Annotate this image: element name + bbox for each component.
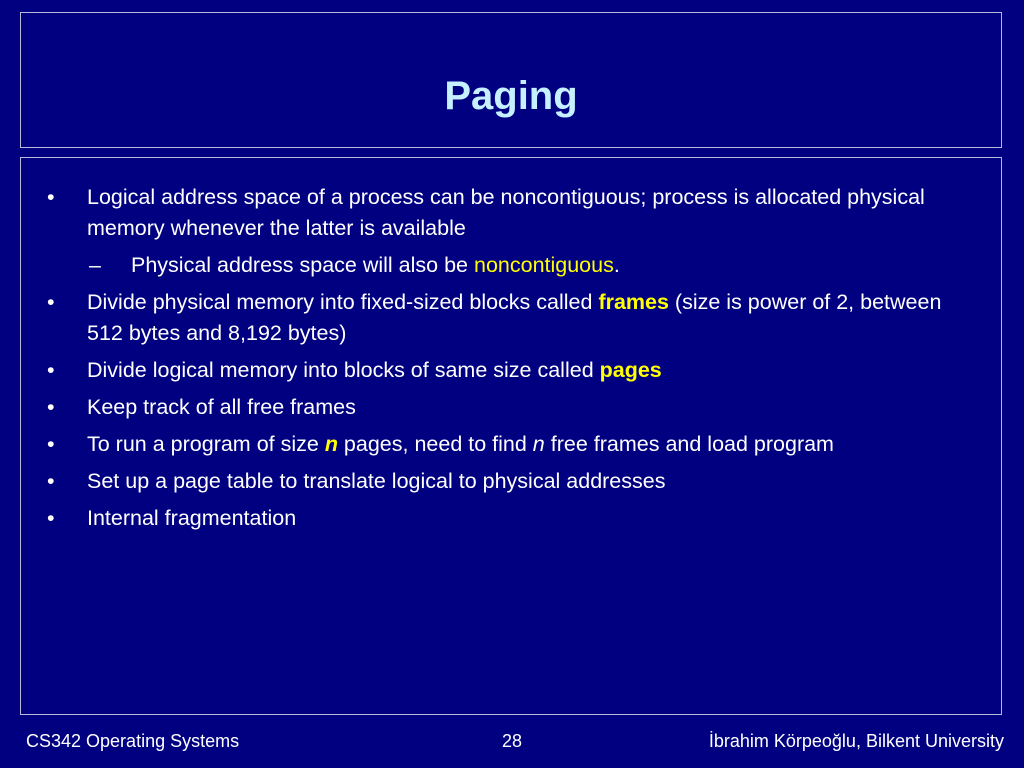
title-box	[20, 12, 1002, 148]
bullet-item-6	[47, 466, 947, 497]
bullet-text: Logical address space of a process can be noncontiguous; process is allocated physical memory whenever the latter is available	[87, 185, 925, 240]
bullet-text: Set up a page table to translate logical to physical addresses	[87, 469, 666, 493]
sub-bullet-text-end: .	[613, 253, 620, 277]
sub-bullet-item-1	[47, 250, 947, 281]
footer-course: CS342 Operating Systems	[26, 731, 240, 751]
bullet-item-2	[47, 287, 947, 349]
slide-title: Paging	[444, 74, 578, 118]
bullet-text-mid: pages, need to find	[337, 432, 533, 456]
bullet-item-3	[47, 355, 947, 386]
highlight-pages: pages	[599, 358, 662, 382]
bullet-text: Internal fragmentation	[87, 506, 297, 530]
footer-author: İbrahim Körpeoğlu, Bilkent University	[708, 731, 1004, 751]
highlight-n: n	[324, 432, 338, 456]
bullet-text: Keep track of all free frames	[87, 395, 356, 419]
bullet-item-7	[47, 503, 947, 534]
highlight-noncontiguous: noncontiguous	[473, 253, 614, 277]
bullet-item-4	[47, 392, 947, 423]
bullet-text: To run a program of size	[87, 432, 325, 456]
bullet-list	[47, 182, 947, 540]
bullet-item-5	[47, 429, 947, 460]
bullet-text-end: (size is power of 2, between 512 bytes and 8,192 bytes)	[87, 290, 942, 345]
bullet-text: Divide logical memory into blocks of same size called	[87, 358, 600, 382]
sub-bullet-text: Physical address space will also be	[131, 253, 474, 277]
bullet-item-1	[47, 182, 947, 244]
bullet-text: Divide physical memory into fixed-sized blocks called	[87, 290, 599, 314]
footer-page-number: 28	[501, 731, 523, 751]
bullet-text-end: free frames and load program	[544, 432, 834, 456]
italic-n: n	[532, 432, 545, 456]
content-box	[20, 157, 1002, 715]
highlight-frames: frames	[598, 290, 669, 314]
